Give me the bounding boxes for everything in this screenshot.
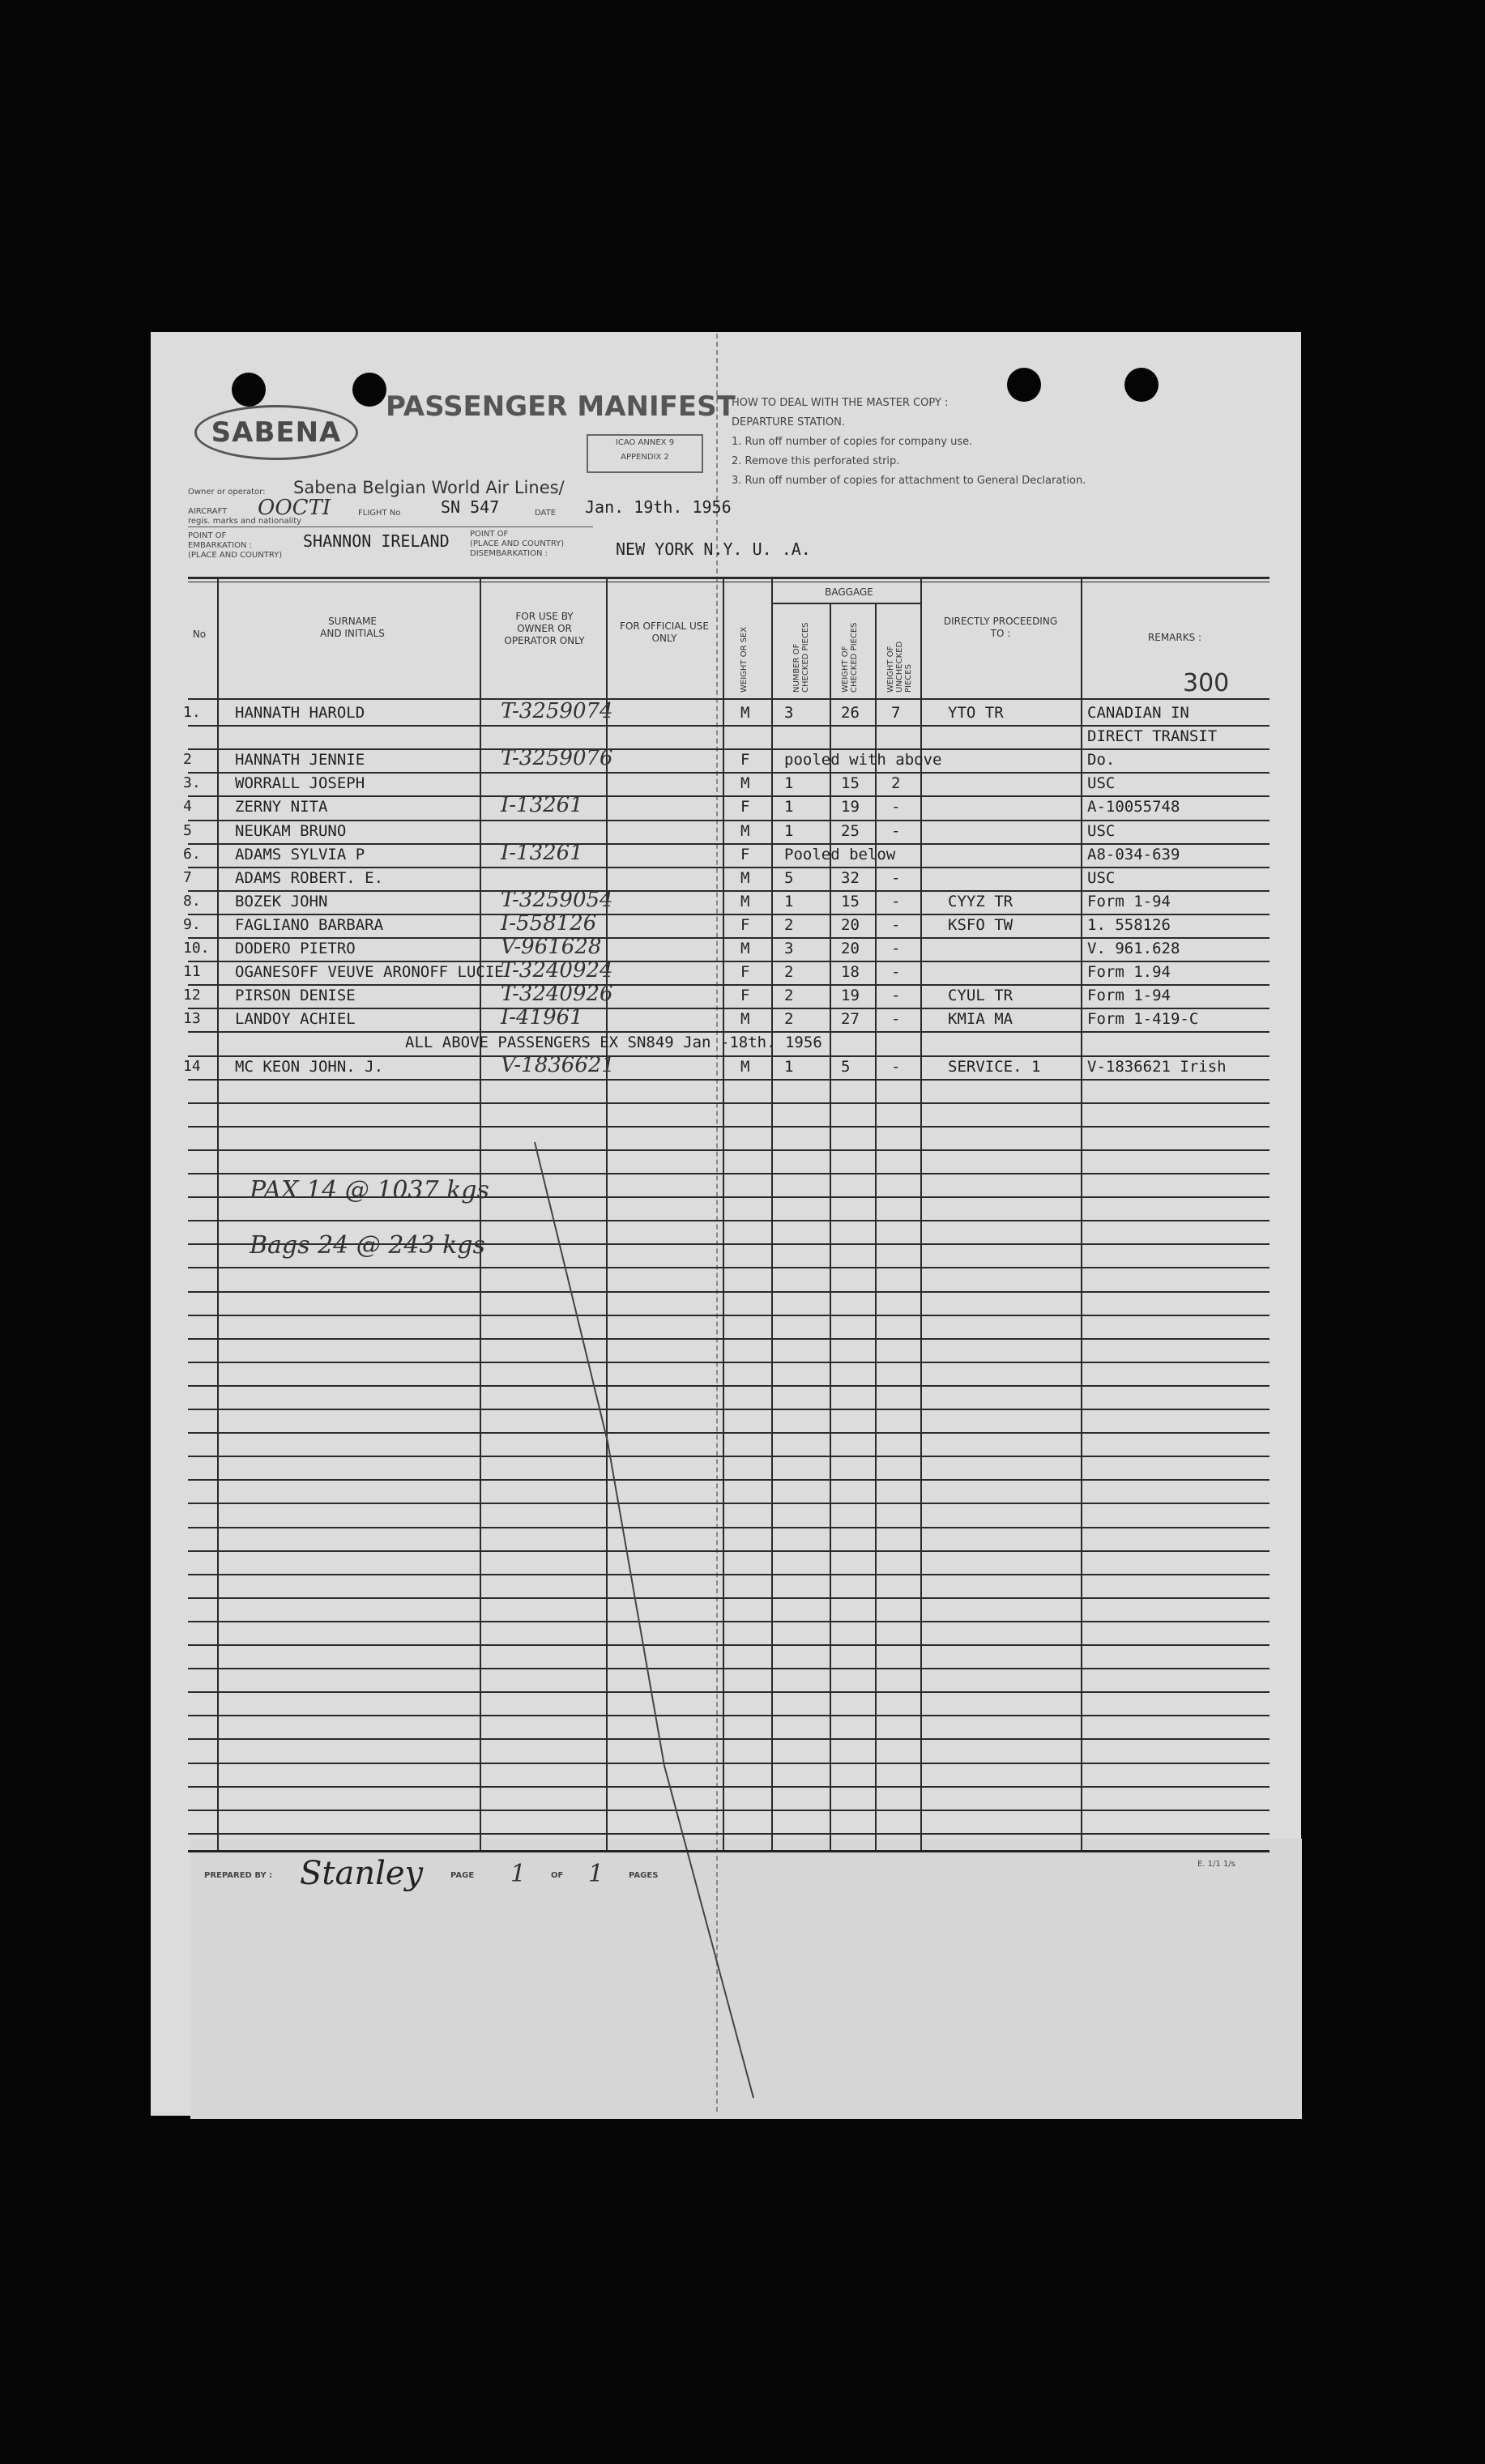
cell-checked-pieces: 2 [784, 963, 794, 981]
cell-ticket: T-3259074 [501, 699, 613, 723]
cell-sex: M [740, 1058, 750, 1076]
cell-checked-weight: 5 [841, 1058, 851, 1076]
logo-text: SABENA [211, 416, 342, 449]
column-divider [771, 579, 773, 1851]
cell-ticket: T-3240926 [501, 982, 613, 1006]
col-header-official-use: FOR OFFICIAL USE ONLY [620, 620, 709, 644]
cell-unchecked-weight: - [891, 916, 901, 934]
row-rule [188, 914, 1270, 915]
instruction-line: 2. Remove this perforated strip. [732, 455, 900, 467]
column-divider [480, 579, 481, 1851]
cell-sex: F [740, 987, 750, 1004]
cell-no: 4 [183, 798, 192, 815]
cell-name: ADAMS SYLVIA P [235, 846, 365, 863]
row-rule [188, 725, 1270, 727]
table-top-border [188, 577, 1270, 579]
cell-name: OGANESOFF VEUVE ARONOFF LUCIE [235, 963, 504, 981]
cell-remarks: A-10055748 [1087, 798, 1180, 816]
aircraft-sub-label: regis. marks and nationality [188, 517, 302, 526]
footer-border [188, 1850, 1270, 1852]
col-header-sex: WEIGHT OR SEX [740, 626, 749, 693]
embark-label: EMBARKATION : [188, 541, 252, 550]
cell-checked-weight: 32 [841, 869, 860, 887]
punch-hole [1007, 368, 1041, 402]
cell-sex: F [740, 798, 750, 816]
cell-ticket: V-961628 [501, 935, 602, 959]
cell-no: 11 [183, 963, 201, 980]
cell-remarks: V. 961.628 [1087, 940, 1180, 957]
row-rule [188, 1055, 1270, 1057]
cell-unchecked-weight: - [891, 893, 901, 910]
col-header-proceeding: DIRECTLY PROCEEDING TO : [943, 616, 1058, 639]
cell-checked-pieces: 2 [784, 1010, 794, 1028]
cell-sex: M [740, 822, 750, 840]
cell-remarks: CANADIAN IN [1087, 704, 1189, 722]
cell-checked-weight: 15 [841, 774, 860, 792]
remarks-number: 300 [1183, 669, 1230, 697]
cell-remarks: USC [1087, 869, 1116, 887]
disembark-label: POINT OF [470, 530, 509, 539]
cell-unchecked-weight: - [891, 940, 901, 957]
embark-label: (PLACE AND COUNTRY) [188, 551, 283, 560]
annex-line: APPENDIX 2 [621, 453, 669, 462]
row-rule [188, 795, 1270, 797]
cell-proceeding: CYYZ TR [948, 893, 1013, 910]
cell-checked-pieces: 3 [784, 704, 794, 722]
cell-name: BOZEK JOHN [235, 893, 328, 910]
cell-checked-pieces: 1 [784, 822, 794, 840]
cell-sex: F [740, 916, 750, 934]
cell-checked-weight: 26 [841, 704, 860, 722]
row-rule [188, 748, 1270, 750]
row-rule [188, 1079, 1270, 1081]
row-rule [188, 1102, 1270, 1104]
cell-ticket: T-3240924 [501, 958, 613, 983]
row-rule [188, 772, 1270, 774]
row-rule [188, 937, 1270, 939]
cell-remarks: Form 1.94 [1087, 963, 1171, 981]
punch-hole [232, 373, 266, 407]
column-divider [1081, 579, 1082, 1851]
col-header-no: No [192, 629, 207, 640]
cell-checked-pieces: 2 [784, 987, 794, 1004]
cell-sex: M [740, 1010, 750, 1028]
pages-label: PAGES [629, 1871, 659, 1880]
aircraft-value: OOCTI [258, 496, 331, 520]
cell-unchecked-weight: - [891, 798, 901, 816]
cell-ticket: I-13261 [501, 793, 583, 817]
cell-no: 9. [183, 916, 201, 933]
row-rule [188, 843, 1270, 845]
cell-sex: F [740, 963, 750, 981]
cell-remarks: USC [1087, 822, 1116, 840]
cell-no: 10. [183, 940, 210, 957]
annex-line: ICAO ANNEX 9 [615, 438, 675, 447]
cell-no: 8. [183, 893, 201, 910]
cell-remarks: Form 1-419-C [1087, 1010, 1199, 1028]
cell-name: LANDOY ACHIEL [235, 1010, 356, 1028]
cell-unchecked-weight: 7 [891, 704, 901, 722]
header-bottom-border [188, 698, 1270, 700]
pen-stroke [518, 1134, 762, 2106]
of-label: OF [551, 1871, 564, 1880]
instruction-line: 3. Run off number of copies for attachment to General Declaration. [732, 475, 1086, 487]
cell-checked-weight: 18 [841, 963, 860, 981]
form-code: E. 1/1 1/s [1197, 1860, 1235, 1869]
column-divider [875, 603, 877, 1851]
cell-checked-pieces: 2 [784, 916, 794, 934]
cell-no: 3. [183, 774, 201, 791]
instruction-line: 1. Run off number of copies for company use. [732, 436, 973, 448]
cell-name: PIRSON DENISE [235, 987, 356, 1004]
cell-no: 7 [183, 869, 192, 886]
column-divider [920, 579, 922, 1851]
embark-value: SHANNON IRELAND [303, 531, 450, 551]
cell-no: 5 [183, 822, 192, 839]
embark-label: POINT OF [188, 531, 227, 540]
cell-remarks: USC [1087, 774, 1116, 792]
row-rule [188, 1008, 1270, 1009]
row-rule [188, 867, 1270, 868]
cell-checked-pieces: 5 [784, 869, 794, 887]
col-header-surname: SURNAME AND INITIALS [320, 616, 385, 639]
cell-name: HANNATH HAROLD [235, 704, 365, 722]
cell-proceeding: KMIA MA [948, 1010, 1013, 1028]
disembark-label: (PLACE AND COUNTRY) [470, 539, 565, 548]
cell-unchecked-weight: - [891, 963, 901, 981]
cell-unchecked-weight: - [891, 1058, 901, 1076]
page-label: PAGE [450, 1871, 475, 1880]
cell-no: 2 [183, 751, 192, 768]
cell-unchecked-weight: - [891, 1010, 901, 1028]
cell-ticket: I-558126 [501, 911, 597, 936]
cell-name: ADAMS ROBERT. E. [235, 869, 384, 887]
cell-checked-weight: 20 [841, 940, 860, 957]
cell-no: 12 [183, 987, 201, 1004]
row-rule [188, 984, 1270, 986]
owner-label: Owner or operator: [188, 488, 266, 497]
row-rule [188, 890, 1270, 892]
cell-sex: M [740, 893, 750, 910]
cell-sex: M [740, 869, 750, 887]
cell-ticket: T-3259076 [501, 746, 613, 770]
cell-proceeding: SERVICE. 1 [948, 1058, 1041, 1076]
cell-sex: M [740, 704, 750, 722]
manifest-title: PASSENGER MANIFEST [386, 390, 736, 423]
cell-no: 14 [183, 1058, 201, 1075]
cell-remarks: Form 1-94 [1087, 893, 1171, 910]
cell-checked-weight: 20 [841, 916, 860, 934]
instruction-line: HOW TO DEAL WITH THE MASTER COPY : [732, 397, 949, 409]
cell-proceeding: CYUL TR [948, 987, 1013, 1004]
col-header-baggage: BAGGAGE [825, 586, 873, 598]
page-value: 1 [510, 1860, 527, 1888]
baggage-divider [771, 603, 920, 604]
cell-ticket: T-3259054 [501, 888, 613, 912]
cell-ticket: I-13261 [501, 841, 583, 865]
cell-name: ALL ABOVE PASSENGERS EX SN849 Jan -18th. 1956 [405, 1034, 822, 1051]
cell-checked-pieces: 1 [784, 774, 794, 792]
col-header-remarks: REMARKS : [1147, 632, 1202, 643]
cell-ticket: I-41961 [501, 1005, 583, 1030]
row-rule [188, 1031, 1270, 1033]
cell-sex: F [740, 751, 750, 769]
punch-hole [1124, 368, 1159, 402]
instruction-line: DEPARTURE STATION. [732, 416, 845, 428]
cell-checked-weight: 19 [841, 987, 860, 1004]
cell-checked-weight: 15 [841, 893, 860, 910]
handwritten-note: PAX 14 @ 1037 kgs [250, 1176, 489, 1204]
cell-name: FAGLIANO BARBARA [235, 916, 384, 934]
cell-proceeding: KSFO TW [948, 916, 1013, 934]
cell-name: NEUKAM BRUNO [235, 822, 347, 840]
cell-name: ZERNY NITA [235, 798, 328, 816]
disembark-value: NEW YORK N.Y. U. .A. [616, 539, 811, 559]
flight-value: SN 547 [441, 497, 500, 517]
aircraft-label: AIRCRAFT [188, 507, 228, 516]
cell-name: HANNATH JENNIE [235, 751, 365, 769]
cell-unchecked-weight: - [891, 987, 901, 1004]
cell-checked-pieces: 1 [784, 798, 794, 816]
row-rule [188, 1126, 1270, 1128]
column-divider [217, 579, 219, 1851]
cell-checked-pieces: 3 [784, 940, 794, 957]
cell-name: DODERO PIETRO [235, 940, 356, 957]
cell-checked-pieces: pooled with above [784, 751, 942, 769]
col-header-unchecked-weight: WEIGHT OF UNCHECKED PIECES [886, 641, 913, 693]
cell-sex: M [740, 940, 750, 957]
date-value: Jan. 19th. 1956 [585, 497, 732, 517]
sabena-logo [194, 405, 358, 460]
cell-remarks: Form 1-94 [1087, 987, 1171, 1004]
cell-remarks: V-1836621 Irish [1087, 1058, 1227, 1076]
date-label: DATE [535, 509, 557, 518]
handwritten-note: Bags 24 @ 243 kgs [250, 1231, 485, 1260]
cell-name: WORRALL JOSEPH [235, 774, 365, 792]
row-rule [188, 820, 1270, 821]
col-header-checked-weight: WEIGHT OF CHECKED PIECES [841, 622, 859, 693]
cell-no: 1. [183, 704, 201, 721]
of-value: 1 [588, 1860, 604, 1888]
icao-annex-box [587, 434, 703, 473]
cell-remarks: A8-034-639 [1087, 846, 1180, 863]
cell-checked-weight: 25 [841, 822, 860, 840]
flight-label: FLIGHT No [358, 509, 401, 518]
divider [188, 526, 593, 527]
cell-proceeding: YTO TR [948, 704, 1004, 722]
prepared-by-signature: Stanley [300, 1855, 424, 1892]
punch-hole [352, 373, 386, 407]
cell-checked-weight: 27 [841, 1010, 860, 1028]
cell-remarks: Do. [1087, 751, 1116, 769]
cell-unchecked-weight: - [891, 822, 901, 840]
cell-remarks: DIRECT TRANSIT [1087, 727, 1218, 745]
row-rule [188, 961, 1270, 962]
cell-unchecked-weight: 2 [891, 774, 901, 792]
cell-sex: M [740, 774, 750, 792]
cell-remarks: 1. 558126 [1087, 916, 1171, 934]
cell-no: 6. [183, 846, 201, 863]
owner-value: Sabena Belgian World Air Lines/ [293, 478, 565, 497]
disembark-label: DISEMBARKATION : [470, 549, 548, 558]
cell-no: 13 [183, 1010, 201, 1027]
col-header-owner-use: FOR USE BY OWNER OR OPERATOR ONLY [504, 611, 585, 646]
column-divider [830, 603, 831, 1851]
cell-checked-pieces: 1 [784, 893, 794, 910]
cell-checked-pieces: Pooled below [784, 846, 896, 863]
cell-checked-pieces: 1 [784, 1058, 794, 1076]
cell-sex: F [740, 846, 750, 863]
cell-checked-weight: 19 [841, 798, 860, 816]
prepared-by-label: PREPARED BY : [204, 1871, 273, 1880]
cell-unchecked-weight: - [891, 869, 901, 887]
col-header-checked-pieces: NUMBER OF CHECKED PIECES [792, 622, 810, 693]
cell-name: MC KEON JOHN. J. [235, 1058, 384, 1076]
cell-ticket: V-1836621 [501, 1053, 615, 1077]
